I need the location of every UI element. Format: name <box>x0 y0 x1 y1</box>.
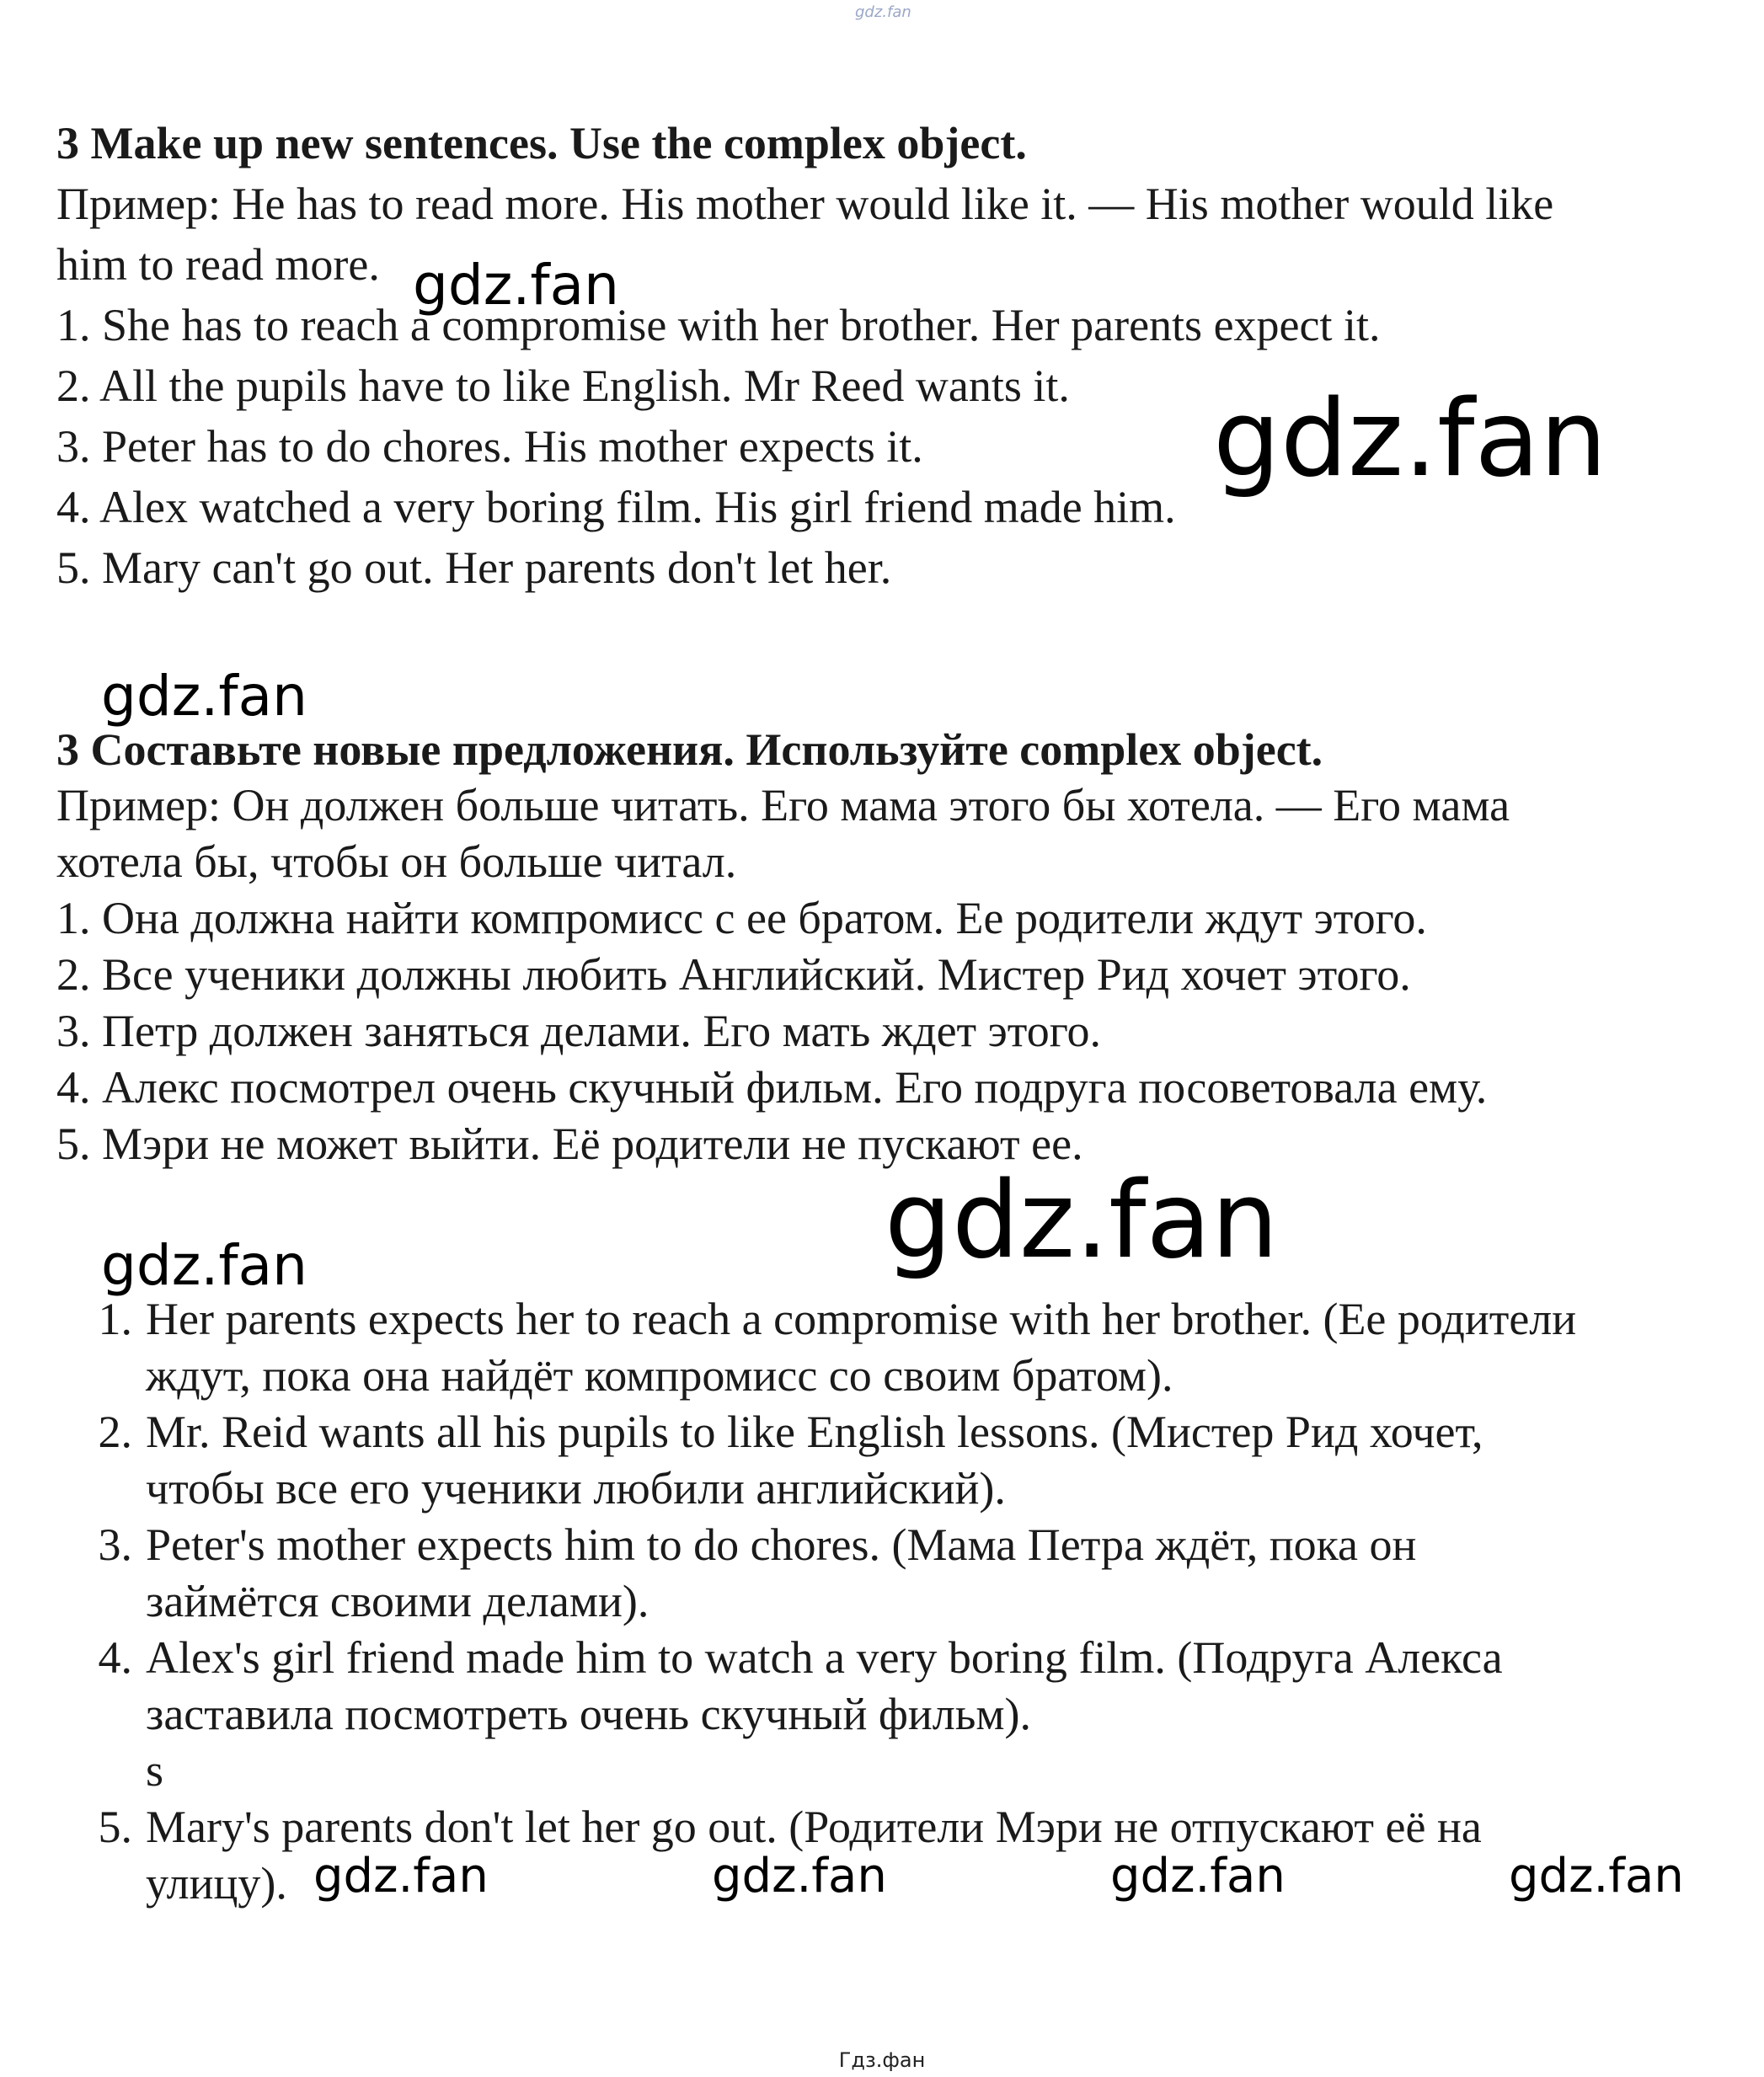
answer-number: 2. <box>98 1407 132 1457</box>
answer-number: 3. <box>98 1519 132 1570</box>
answer-text: ждут, пока она найдёт компромисс со своим братом). <box>146 1350 1173 1401</box>
watermark: gdz.fan <box>101 1233 307 1298</box>
russian-item-2: 2. Все ученики должны любить Английский. Мистер Рид хочет этого. <box>56 949 1411 1000</box>
english-item-5: 5. Mary can't go out. Her parents don't let her. <box>56 542 892 593</box>
russian-item-3: 3. Петр должен заняться делами. Его мать ждет этого. <box>56 1006 1101 1056</box>
english-item-3: 3. Peter has to do chores. His mother expects it. <box>56 421 923 472</box>
watermark: gdz.fan <box>1509 1849 1684 1903</box>
top-watermark: gdz.fan <box>855 3 911 21</box>
english-item-2: 2. All the pupils have to like English. Mr Reed wants it. <box>56 360 1070 411</box>
english-item-4: 4. Alex watched a very boring film. His girl friend made him. <box>56 482 1176 532</box>
answer-text: Peter's mother expects him to do chores. (Мама Петра ждёт, пока он <box>146 1519 1417 1570</box>
english-item-1: 1. She has to reach a compromise with her brother. Her parents expect it. <box>56 300 1381 350</box>
answer-text: улицу). <box>146 1858 287 1909</box>
watermark: gdz.fan <box>885 1158 1279 1282</box>
english-example-line-2: him to read more. <box>56 239 380 290</box>
answer-text: чтобы все его ученики любили английский). <box>146 1463 1006 1514</box>
english-example-line-1: Пример: He has to read more. His mother would like it. — His mother would like <box>56 179 1554 229</box>
answer-text: Alex's girl friend made him to watch a very boring film. (Подруга Алекса <box>146 1632 1503 1683</box>
watermark: gdz.fan <box>712 1849 887 1903</box>
answer-text: Mr. Reid wants all his pupils to like English lessons. (Мистер Рид хочет, <box>146 1407 1483 1457</box>
answer-number: 1. <box>98 1294 132 1344</box>
watermark: gdz.fan <box>101 664 307 729</box>
answer-text: заставила посмотреть очень скучный фильм). <box>146 1689 1031 1739</box>
answer-number: 4. <box>98 1632 132 1683</box>
russian-example-line-2: хотела бы, чтобы он больше читал. <box>56 836 737 887</box>
russian-heading: 3 Составьте новые предложения. Используйте complex object. <box>56 724 1323 775</box>
answer-text: Mary's parents don't let her go out. (Родители Мэри не отпускают её на <box>146 1802 1482 1852</box>
russian-example-line-1: Пример: Он должен больше читать. Его мама этого бы хотела. — Его мама <box>56 780 1510 830</box>
watermark: gdz.fan <box>313 1849 489 1903</box>
page-footer: Гдз.фан <box>838 2048 926 2072</box>
watermark: gdz.fan <box>1213 376 1607 500</box>
russian-item-4: 4. Алекс посмотрел очень скучный фильм. Его подруга посоветовала ему. <box>56 1062 1488 1113</box>
answer-text: Her parents expects her to reach a compromise with her brother. (Ее родители <box>146 1294 1577 1344</box>
answer-text: s <box>146 1745 164 1796</box>
answer-text: займётся своими делами). <box>146 1576 649 1626</box>
russian-item-1: 1. Она должна найти компромисс с ее братом. Ее родители ждут этого. <box>56 893 1427 943</box>
watermark: gdz.fan <box>413 253 619 318</box>
watermark: gdz.fan <box>1110 1849 1286 1903</box>
answer-number: 5. <box>98 1802 132 1852</box>
russian-item-5: 5. Мэри не может выйти. Её родители не пускают ее. <box>56 1119 1083 1169</box>
english-heading: 3 Make up new sentences. Use the complex object. <box>56 118 1027 168</box>
